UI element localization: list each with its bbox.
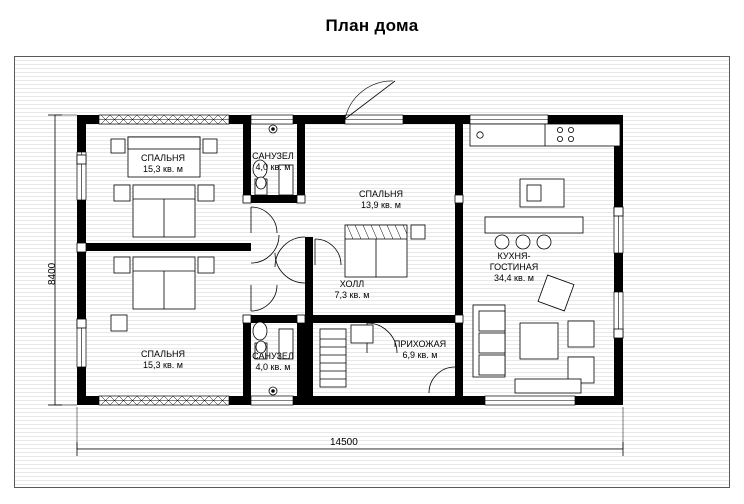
- room-label-bedroom-middle: [341, 189, 421, 211]
- room-name: СПАЛЬНЯ: [141, 153, 185, 163]
- room-area: 7,3 кв. м: [334, 290, 370, 300]
- room-name: КУХНЯ-: [497, 251, 531, 261]
- room-label-entrance-hall: [378, 339, 462, 361]
- room-name: СПАЛЬНЯ: [359, 189, 403, 199]
- room-label-bathroom-bottom: [233, 351, 313, 373]
- room-label-bedroom-bottom: [123, 349, 203, 371]
- floor-plan-drawing: [15, 57, 730, 488]
- room-area: 13,9 кв. м: [361, 200, 401, 210]
- room-name: САНУЗЕЛ: [252, 351, 294, 361]
- room-area: 15,3 кв. м: [143, 164, 183, 174]
- room-area: 4,0 кв. м: [255, 162, 291, 172]
- room-label-kitchen-living: [470, 251, 558, 284]
- floor-plan-sheet: [14, 56, 730, 488]
- room-name: САНУЗЕЛ: [252, 151, 294, 161]
- room-area: 15,3 кв. м: [143, 360, 183, 370]
- dimension-height-label: 8400: [47, 262, 58, 285]
- room-area: 6,9 кв. м: [402, 350, 438, 360]
- room-label-bedroom-top: [123, 153, 203, 175]
- room-name: ХОЛЛ: [339, 279, 365, 289]
- dimension-width-label: 14500: [330, 437, 358, 448]
- room-name: ПРИХОЖАЯ: [393, 339, 447, 349]
- room-name-2: ГОСТИНАЯ: [489, 262, 539, 272]
- room-area: 34,4 кв. м: [494, 273, 534, 283]
- page-title: План дома: [325, 16, 419, 35]
- room-name: СПАЛЬНЯ: [141, 349, 185, 359]
- room-label-bathroom-top: [233, 151, 313, 173]
- room-label-hall: [312, 279, 392, 301]
- room-area: 4,0 кв. м: [255, 362, 291, 372]
